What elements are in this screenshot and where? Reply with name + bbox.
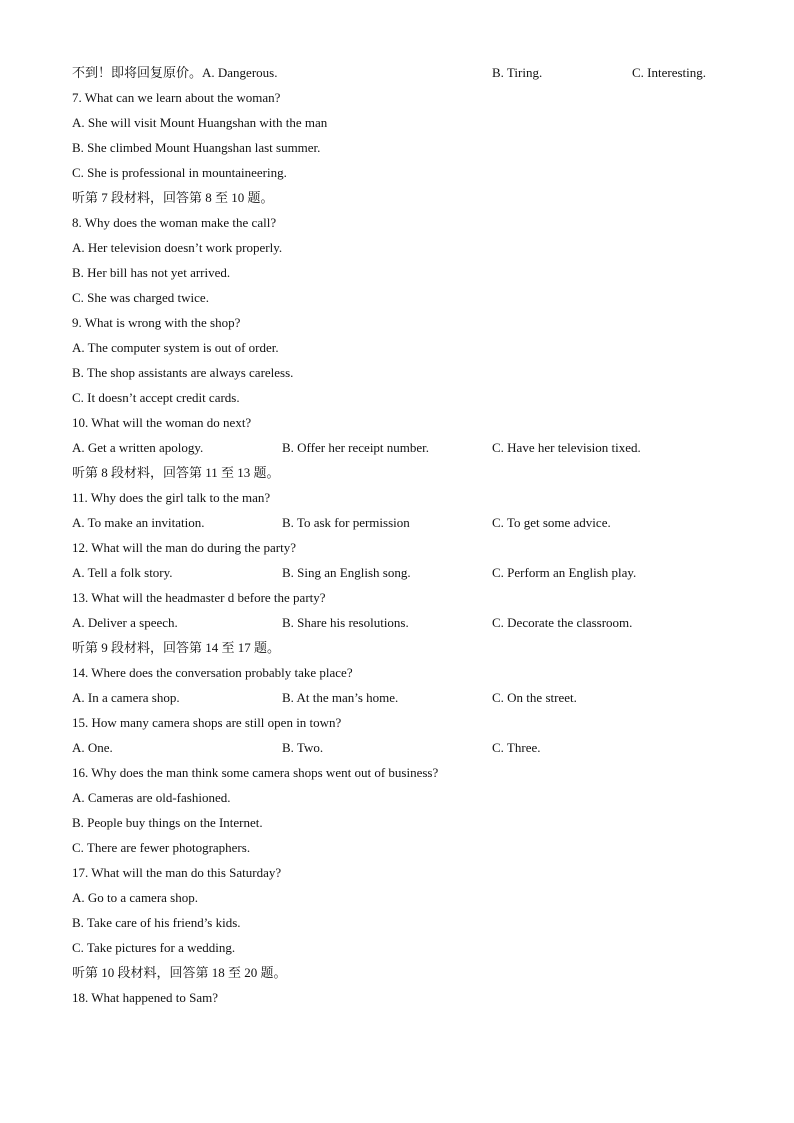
option-text: C. Perform an English play.: [492, 565, 637, 580]
option-text: C. Three.: [492, 740, 541, 755]
option-text: B. People buy things on the Internet.: [72, 815, 263, 830]
option-text: A. Tell a folk story.: [72, 565, 173, 580]
option-text: C. Decorate the classroom.: [492, 615, 633, 630]
question-text: 7. What can we learn about the woman?: [72, 90, 281, 105]
options-row: [72, 512, 722, 537]
option-text: B. The shop assistants are always careless.: [72, 365, 294, 380]
option-text: 不到！即将回复原价。A. Dangerous.: [72, 65, 278, 80]
option-text: C. Have her television tixed.: [492, 440, 641, 455]
option-text: B. She climbed Mount Huangshan last summer.: [72, 140, 321, 155]
option-text: A. To make an invitation.: [72, 515, 205, 530]
option-text: B. At the man’s home.: [282, 690, 399, 705]
option-text: A. She will visit Mount Huangshan with the man: [72, 115, 328, 130]
question-text: 14. Where does the conversation probably take place?: [72, 665, 353, 680]
question-text: 10. What will the woman do next?: [72, 415, 252, 430]
question-text: 16. Why does the man think some camera shops went out of business?: [72, 765, 439, 780]
section-instruction: 听第 10 段材料，回答第 18 至 20 题。: [72, 965, 287, 980]
option-text: C. Take pictures for a wedding.: [72, 940, 236, 955]
option-text: C. She was charged twice.: [72, 290, 209, 305]
section-instruction: 听第 7 段材料，回答第 8 至 10 题。: [72, 190, 274, 205]
option-text: A. Her television doesn’t work properly.: [72, 240, 283, 255]
options-row: [72, 612, 722, 637]
option-text: B. Offer her receipt number.: [282, 440, 430, 455]
question-text: 18. What happened to Sam?: [72, 990, 218, 1005]
option-text: B. Her bill has not yet arrived.: [72, 265, 231, 280]
question-text: 17. What will the man do this Saturday?: [72, 865, 282, 880]
option-text: A. In a camera shop.: [72, 690, 180, 705]
option-text: A. Cameras are old-fashioned.: [72, 790, 231, 805]
option-text: B. Two.: [282, 740, 324, 755]
section-instruction: 听第 8 段材料，回答第 11 至 13 题。: [72, 465, 280, 480]
option-text: B. To ask for permission: [282, 515, 410, 530]
question-text: 8. Why does the woman make the call?: [72, 215, 277, 230]
options-row: [72, 562, 722, 587]
option-text: B. Take care of his friend’s kids.: [72, 915, 241, 930]
question-text: 13. What will the headmaster d before the party?: [72, 590, 326, 605]
option-text: B. Share his resolutions.: [282, 615, 409, 630]
option-text: C. On the street.: [492, 690, 577, 705]
option-text: C. It doesn’t accept credit cards.: [72, 390, 240, 405]
option-text: C. There are fewer photographers.: [72, 840, 251, 855]
option-text: A. One.: [72, 740, 113, 755]
question-text: 11. Why does the girl talk to the man?: [72, 490, 271, 505]
options-row: [72, 437, 722, 462]
options-row: [72, 687, 722, 712]
document-page: [72, 62, 722, 1012]
option-text: C. Interesting.: [632, 65, 707, 80]
option-text: B. Tiring.: [492, 65, 543, 80]
option-text: C. She is professional in mountaineering.: [72, 165, 287, 180]
option-text: C. To get some advice.: [492, 515, 611, 530]
question-text: 9. What is wrong with the shop?: [72, 315, 241, 330]
option-text: A. Get a written apology.: [72, 440, 204, 455]
options-row: [72, 737, 722, 762]
question-text: 12. What will the man do during the party?: [72, 540, 296, 555]
option-text: A. The computer system is out of order.: [72, 340, 279, 355]
options-row: [72, 62, 722, 87]
section-instruction: 听第 9 段材料，回答第 14 至 17 题。: [72, 640, 281, 655]
option-text: B. Sing an English song.: [282, 565, 411, 580]
option-text: A. Go to a camera shop.: [72, 890, 198, 905]
question-text: 15. How many camera shops are still open in town?: [72, 715, 342, 730]
option-text: A. Deliver a speech.: [72, 615, 178, 630]
